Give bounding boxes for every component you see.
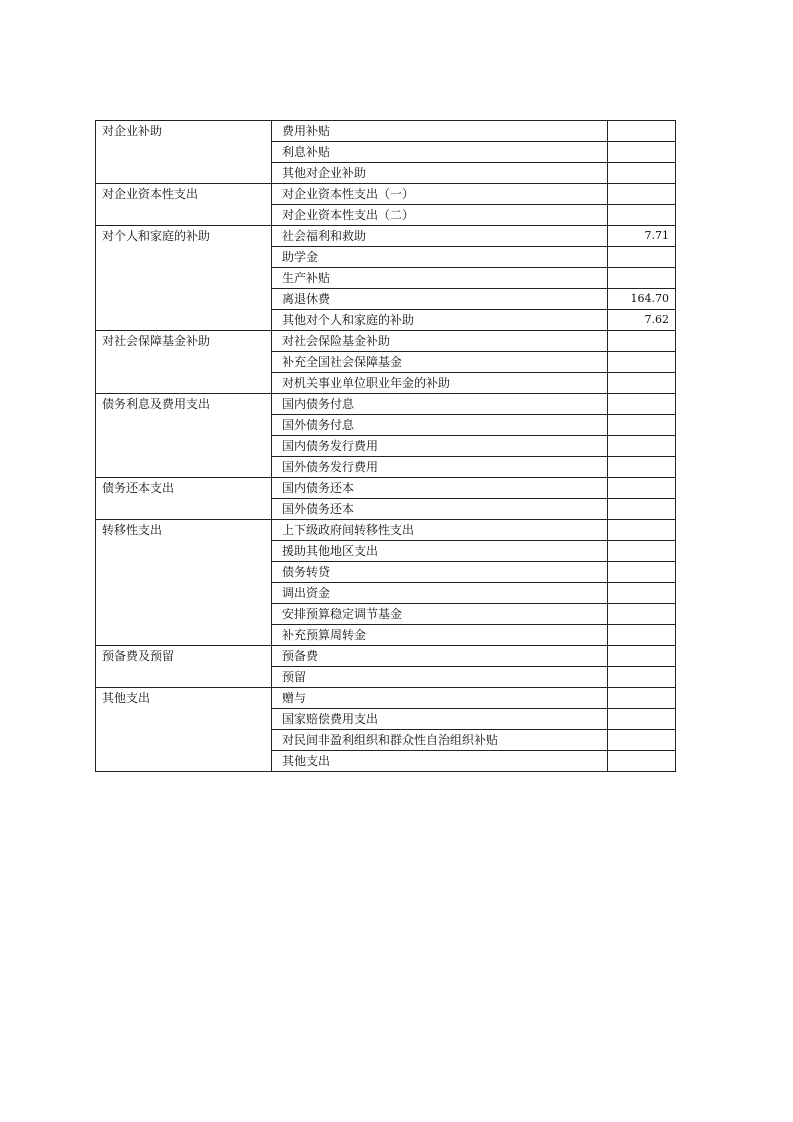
item-cell: 费用补贴 [272, 121, 608, 142]
value-cell [608, 121, 676, 142]
item-cell: 对企业资本性支出（二） [272, 205, 608, 226]
item-cell: 国家赔偿费用支出 [272, 709, 608, 730]
value-cell [608, 436, 676, 457]
table-row [96, 688, 676, 709]
item-cell: 助学金 [272, 247, 608, 268]
value-cell [608, 646, 676, 667]
value-cell [608, 520, 676, 541]
value-cell [608, 583, 676, 604]
item-cell: 国内债务还本 [272, 478, 608, 499]
category-cell: 对个人和家庭的补助 [96, 226, 272, 331]
item-cell: 国内债务发行费用 [272, 436, 608, 457]
value-cell [608, 331, 676, 352]
value-cell [608, 373, 676, 394]
item-cell: 调出资金 [272, 583, 608, 604]
item-cell: 补充预算周转金 [272, 625, 608, 646]
category-cell: 对企业资本性支出 [96, 184, 272, 226]
value-cell [608, 604, 676, 625]
value-cell [608, 268, 676, 289]
item-cell: 其他对个人和家庭的补助 [272, 310, 608, 331]
item-cell: 预备费 [272, 646, 608, 667]
value-cell: 164.70 [608, 289, 676, 310]
table-row [96, 394, 676, 415]
category-cell: 债务还本支出 [96, 478, 272, 520]
budget-table-body [96, 121, 676, 772]
item-cell: 利息补贴 [272, 142, 608, 163]
item-cell: 生产补贴 [272, 268, 608, 289]
item-cell: 离退休费 [272, 289, 608, 310]
table-row [96, 121, 676, 142]
item-cell: 国外债务发行费用 [272, 457, 608, 478]
value-cell [608, 205, 676, 226]
item-cell: 援助其他地区支出 [272, 541, 608, 562]
item-cell: 对社会保险基金补助 [272, 331, 608, 352]
value-cell [608, 352, 676, 373]
item-cell: 补充全国社会保障基金 [272, 352, 608, 373]
value-cell [608, 541, 676, 562]
value-cell [608, 499, 676, 520]
table-row [96, 646, 676, 667]
table-row [96, 478, 676, 499]
item-cell: 国外债务付息 [272, 415, 608, 436]
item-cell: 其他对企业补助 [272, 163, 608, 184]
item-cell: 社会福利和救助 [272, 226, 608, 247]
category-cell: 转移性支出 [96, 520, 272, 646]
value-cell: 7.71 [608, 226, 676, 247]
value-cell [608, 415, 676, 436]
item-cell: 安排预算稳定调节基金 [272, 604, 608, 625]
value-cell [608, 625, 676, 646]
value-cell [608, 751, 676, 772]
item-cell: 国外债务还本 [272, 499, 608, 520]
value-cell [608, 478, 676, 499]
item-cell: 对民间非盈利组织和群众性自治组织补贴 [272, 730, 608, 751]
item-cell: 国内债务付息 [272, 394, 608, 415]
item-cell: 其他支出 [272, 751, 608, 772]
value-cell [608, 709, 676, 730]
table-row [96, 226, 676, 247]
category-cell: 对企业补助 [96, 121, 272, 184]
value-cell [608, 667, 676, 688]
value-cell [608, 163, 676, 184]
value-cell [608, 142, 676, 163]
category-cell: 债务利息及费用支出 [96, 394, 272, 478]
table-row [96, 331, 676, 352]
category-cell: 预备费及预留 [96, 646, 272, 688]
value-cell [608, 457, 676, 478]
value-cell [608, 394, 676, 415]
value-cell [608, 730, 676, 751]
category-cell: 其他支出 [96, 688, 272, 772]
value-cell [608, 562, 676, 583]
item-cell: 债务转贷 [272, 562, 608, 583]
item-cell: 上下级政府间转移性支出 [272, 520, 608, 541]
item-cell: 对企业资本性支出（一） [272, 184, 608, 205]
table-row [96, 520, 676, 541]
value-cell [608, 688, 676, 709]
table-row [96, 184, 676, 205]
item-cell: 赠与 [272, 688, 608, 709]
value-cell [608, 247, 676, 268]
item-cell: 预留 [272, 667, 608, 688]
item-cell: 对机关事业单位职业年金的补助 [272, 373, 608, 394]
value-cell [608, 184, 676, 205]
value-cell: 7.62 [608, 310, 676, 331]
budget-table [95, 120, 676, 772]
category-cell: 对社会保障基金补助 [96, 331, 272, 394]
